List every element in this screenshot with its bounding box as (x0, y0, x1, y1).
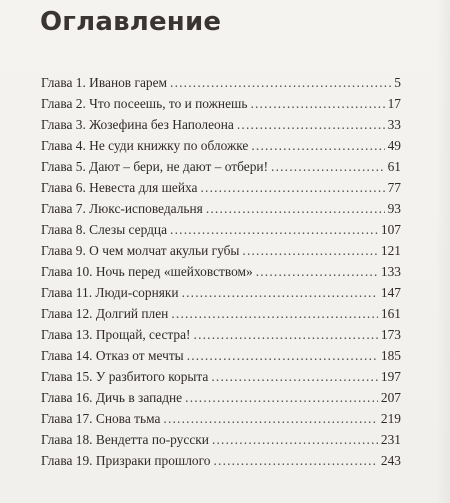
toc-entry-title: Глава 7. Люкс-исповедальня (41, 201, 203, 216)
dot-leader (256, 261, 378, 282)
toc-entry (41, 387, 401, 408)
table-of-contents (41, 72, 401, 471)
dot-leader (170, 219, 378, 240)
toc-entry-title: Глава 16. Дичь в западне (41, 390, 183, 405)
dot-leader (212, 429, 378, 450)
page-edge-shadow (436, 0, 450, 503)
dot-leader (187, 345, 378, 366)
dot-leader (182, 282, 378, 303)
dot-leader (271, 156, 385, 177)
toc-entry-title: Глава 2. Что посеешь, то и пожнешь (41, 96, 248, 111)
toc-entry (41, 408, 401, 429)
toc-entry-title: Глава 10. Ночь перед «шейховством» (41, 264, 253, 279)
toc-entry-title: Глава 14. Отказ от мечты (41, 348, 184, 363)
toc-entry-page: 133 (380, 264, 401, 279)
toc-entry (41, 282, 401, 303)
toc-entry (41, 177, 401, 198)
toc-entry (41, 450, 401, 471)
toc-entry (41, 366, 401, 387)
dot-leader (251, 135, 384, 156)
toc-entry-title: Глава 5. Дают – бери, не дают – отбери! (41, 159, 269, 174)
dot-leader (213, 450, 377, 471)
toc-entry-page: 185 (380, 348, 401, 363)
toc-entry-title: Глава 11. Люди-сорняки (41, 285, 179, 300)
toc-entry-title: Глава 15. У разбитого корыта (41, 369, 209, 384)
toc-entry-page: 93 (387, 201, 401, 216)
dot-leader (237, 114, 385, 135)
dot-leader (194, 324, 378, 345)
dot-leader (170, 72, 391, 93)
toc-entry-page: 231 (380, 432, 401, 447)
toc-entry-page: 107 (380, 222, 401, 237)
toc-entry-title: Глава 1. Иванов гарем (41, 75, 168, 90)
toc-entry (41, 429, 401, 450)
toc-entry-page: 33 (387, 117, 401, 132)
toc-entry (41, 198, 401, 219)
toc-entry (41, 261, 401, 282)
toc-entry-title: Глава 18. Вендетта по-русски (41, 432, 209, 447)
toc-entry-title: Глава 8. Слезы сердца (41, 222, 168, 237)
toc-entry-title: Глава 9. О чем молчат акульи губы (41, 243, 240, 258)
page-title: Оглавление (40, 7, 222, 37)
toc-entry (41, 93, 401, 114)
toc-entry-title: Глава 6. Невеста для шейха (41, 180, 198, 195)
toc-entry-title: Глава 3. Жозефина без Наполеона (41, 117, 234, 132)
toc-entry (41, 114, 401, 135)
toc-entry-title: Глава 12. Долгий плен (41, 306, 169, 321)
toc-entry-page: 77 (387, 180, 401, 195)
toc-entry (41, 303, 401, 324)
toc-entry-page: 5 (394, 75, 401, 90)
toc-entry-page: 121 (380, 243, 401, 258)
toc-entry-page: 17 (387, 96, 401, 111)
toc-entry-page: 173 (380, 327, 401, 342)
toc-entry (41, 135, 401, 156)
toc-entry-page: 61 (387, 159, 401, 174)
dot-leader (242, 240, 378, 261)
toc-entry-page: 243 (380, 453, 401, 468)
toc-entry (41, 156, 401, 177)
dot-leader (206, 198, 385, 219)
toc-entry-page: 219 (380, 411, 401, 426)
toc-entry-page: 147 (380, 285, 401, 300)
toc-entry-title: Глава 17. Снова тьма (41, 411, 161, 426)
dot-leader (200, 177, 384, 198)
toc-entry-title: Глава 19. Призраки прошлого (41, 453, 211, 468)
dot-leader (163, 408, 378, 429)
toc-entry-title: Глава 13. Прощай, сестра! (41, 327, 191, 342)
toc-entry-page: 207 (380, 390, 401, 405)
dot-leader (250, 93, 384, 114)
toc-entry-page: 49 (387, 138, 401, 153)
dot-leader (185, 387, 378, 408)
toc-entry (41, 345, 401, 366)
toc-entry (41, 72, 401, 93)
toc-entry (41, 324, 401, 345)
toc-entry-title: Глава 4. Не суди книжку по обложке (41, 138, 249, 153)
toc-entry (41, 219, 401, 240)
toc-entry (41, 240, 401, 261)
toc-entry-page: 161 (380, 306, 401, 321)
dot-leader (171, 303, 378, 324)
dot-leader (211, 366, 378, 387)
toc-entry-page: 197 (380, 369, 401, 384)
